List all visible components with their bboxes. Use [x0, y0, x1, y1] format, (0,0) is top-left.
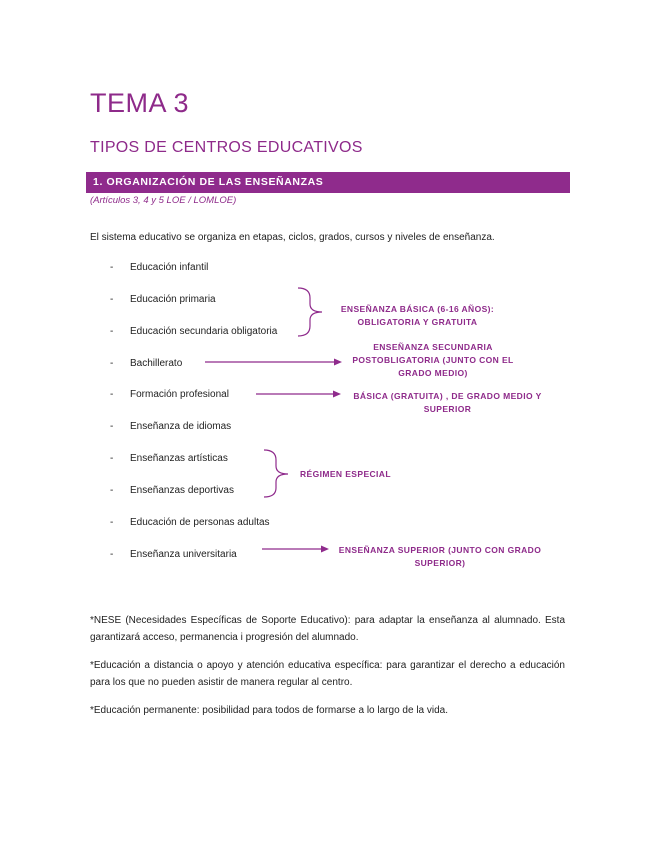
list-item-label: Enseñanza de idiomas	[130, 421, 232, 432]
note-permanente: *Educación permanente: posibilidad para todos de formarse a lo largo de la vida.	[90, 705, 448, 716]
section-header-label: 1. ORGANIZACIÓN DE LAS ENSEÑANZAS	[93, 176, 324, 188]
article-reference: (Artículos 3, 4 y 5 LOE / LOMLOE)	[90, 195, 237, 206]
brace-basica	[298, 288, 322, 336]
list-dash: -	[110, 485, 114, 496]
list-dash: -	[110, 358, 114, 369]
list-item-label: Educación secundaria obligatoria	[130, 326, 278, 337]
annotation-postobligatoria: ENSEÑANZA SECUNDARIA POSTOBLIGATORIA (JUNTO CON EL GRADO MEDIO)	[352, 342, 514, 378]
arrow-bachillerato	[205, 359, 342, 366]
list-item-label: Enseñanzas artísticas	[130, 453, 228, 464]
list-item-label: Educación primaria	[130, 294, 216, 305]
list-dash: -	[110, 262, 114, 273]
list-dash: -	[110, 453, 114, 464]
note-distancia: *Educación a distancia o apoyo y atención educativa específica: para garantizar el derecho a educación para los que no pueden asistir de manera regular al centro.	[90, 660, 565, 688]
annotation-superior: ENSEÑANZA SUPERIOR (JUNTO CON GRADO SUPERIOR)	[338, 545, 542, 568]
brace-especial	[264, 450, 288, 497]
intro-paragraph: El sistema educativo se organiza en etapas, ciclos, grados, cursos y niveles de enseñanza.	[90, 232, 495, 243]
annotation-fp: BÁSICA (GRATUITA) , DE GRADO MEDIO Y SUPERIOR	[353, 391, 542, 414]
list-dash: -	[110, 294, 114, 305]
list-dash: -	[110, 389, 114, 400]
list-item-label: Enseñanzas deportivas	[130, 485, 234, 496]
note-nese: *NESE (Necesidades Específicas de Soporte Educativo): para adaptar la enseñanza al alumnado. Esta garantizará acceso, permanencia i progresión del alumnado.	[90, 615, 565, 643]
annotation-especial: RÉGIMEN ESPECIAL	[300, 469, 391, 479]
page-title: TEMA 3	[90, 88, 190, 118]
list-dash: -	[110, 517, 114, 528]
list-dash: -	[110, 549, 114, 560]
annotation-basica: ENSEÑANZA BÁSICA (6-16 AÑOS): OBLIGATORIA Y GRATUITA	[340, 304, 495, 327]
list-dash: -	[110, 421, 114, 432]
list-dash: -	[110, 326, 114, 337]
list-item-label: Formación profesional	[130, 389, 229, 400]
page-subtitle: TIPOS DE CENTROS EDUCATIVOS	[90, 139, 363, 156]
list-item-label: Educación infantil	[130, 262, 209, 273]
arrow-fp	[256, 391, 341, 398]
arrow-universitaria	[262, 546, 329, 553]
list-item-label: Bachillerato	[130, 358, 183, 369]
list-item-label: Educación de personas adultas	[130, 517, 270, 528]
list-item-label: Enseñanza universitaria	[130, 549, 237, 560]
